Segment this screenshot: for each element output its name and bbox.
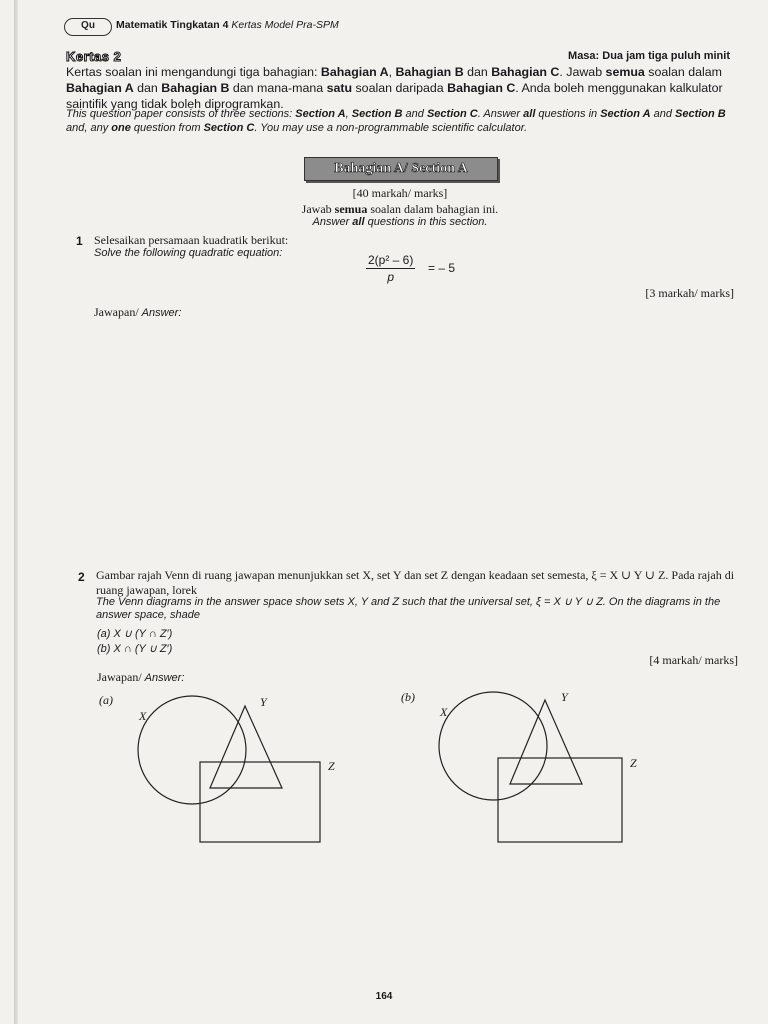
text: Answer bbox=[312, 216, 353, 228]
diagram-label: (b) bbox=[401, 690, 415, 704]
text: questions in this section. bbox=[364, 216, 488, 228]
text: . You may use a non-programmable scientific calculator. bbox=[254, 122, 528, 134]
set-label-z: Z bbox=[630, 756, 637, 770]
logo-text: Qu bbox=[81, 20, 95, 31]
question-text-malay: Gambar rajah Venn di ruang jawapan menunjukkan set X, set Y dan set Z dengan keadaan set semesta, ξ = X ∪ Y ∪ Z. Pada rajah di ruang jawapan, lorek bbox=[96, 568, 735, 597]
venn-diagram-a bbox=[130, 692, 350, 862]
running-header bbox=[116, 19, 339, 31]
text-bold: all bbox=[352, 216, 365, 228]
text-bold: Bahagian B bbox=[161, 81, 230, 95]
set-label-z: Z bbox=[328, 759, 335, 773]
section-banner bbox=[304, 157, 498, 181]
equation-rhs: = – 5 bbox=[428, 261, 456, 275]
set-z-rectangle bbox=[498, 758, 622, 842]
question-number: 1 bbox=[76, 234, 83, 248]
publisher-logo bbox=[64, 18, 112, 36]
text: questions in bbox=[535, 108, 601, 120]
set-label-x: X bbox=[440, 705, 448, 719]
text: Jawapan/ bbox=[97, 670, 145, 684]
equation-denominator: p bbox=[387, 270, 395, 284]
text: . Anda boleh menggunakan kalkulator saintifik yang tidak boleh diprogramkan. bbox=[66, 81, 723, 111]
header-title-italic: Kertas Model Pra-SPM bbox=[231, 19, 339, 31]
section-banner-text: Bahagian A/ Section A bbox=[334, 161, 468, 176]
text: dan mana-mana bbox=[229, 81, 327, 95]
diagram-label: (a) bbox=[99, 693, 113, 707]
text-bold: Bahagian C bbox=[447, 81, 516, 95]
set-z-rectangle bbox=[200, 762, 320, 842]
text-italic: Answer: bbox=[141, 307, 182, 319]
text-bold: Section A bbox=[600, 108, 651, 120]
equation-fraction bbox=[366, 253, 415, 284]
page-number: 164 bbox=[375, 991, 393, 1002]
text: , bbox=[388, 65, 396, 79]
time-allowed: Masa: Dua jam tiga puluh minit bbox=[568, 50, 730, 62]
answer-label bbox=[97, 670, 184, 685]
text: question from bbox=[130, 122, 204, 134]
section-marks: [40 markah/ marks] bbox=[352, 186, 448, 200]
text: soalan dalam bbox=[644, 65, 722, 79]
text: and, any bbox=[66, 122, 112, 134]
text: . Jawab bbox=[559, 65, 606, 79]
text-bold: semua bbox=[605, 65, 645, 79]
section-instruction-malay bbox=[230, 202, 570, 217]
text: This question paper consists of three sections: bbox=[66, 108, 296, 120]
text-bold: semua bbox=[334, 202, 368, 216]
text: soalan daripada bbox=[352, 81, 448, 95]
set-label-y: Y bbox=[561, 690, 568, 704]
text-bold: Section C bbox=[203, 122, 255, 134]
question-text-malay: Selesaikan persamaan kuadratik berikut: bbox=[94, 233, 289, 247]
text-bold: satu bbox=[326, 81, 353, 95]
text-bold: Bahagian A bbox=[320, 65, 389, 79]
text: and bbox=[650, 108, 675, 120]
text-bold: Section A bbox=[295, 108, 346, 120]
question-marks: [4 markah/ marks] bbox=[649, 653, 738, 667]
question-part-a: (a) X ∪ (Y ∩ Z′) bbox=[97, 628, 173, 640]
equation-numerator: 2(p² – 6) bbox=[368, 253, 414, 267]
text-bold: one bbox=[111, 122, 131, 134]
text: soalan dalam bahagian ini. bbox=[367, 202, 499, 216]
venn-diagram-b bbox=[430, 688, 650, 858]
paper-label: Kertas 2 bbox=[66, 49, 122, 64]
text-bold: Section C bbox=[426, 108, 478, 120]
text: dan bbox=[133, 81, 162, 95]
text-bold: Bahagian A bbox=[66, 81, 134, 95]
instructions-malay bbox=[66, 64, 738, 112]
text: Kertas soalan ini mengandungi tiga bahagian: bbox=[66, 65, 321, 79]
question-text-english: Solve the following quadratic equation: bbox=[94, 247, 283, 259]
text-italic: Answer: bbox=[144, 672, 185, 684]
text-bold: Bahagian B bbox=[395, 65, 464, 79]
section-instruction-english bbox=[230, 216, 570, 228]
answer-label bbox=[94, 305, 181, 320]
set-label-x: X bbox=[139, 709, 147, 723]
text: , bbox=[345, 108, 352, 120]
binder-edge bbox=[14, 0, 18, 1024]
set-label-y: Y bbox=[260, 695, 267, 709]
text: Jawapan/ bbox=[94, 305, 142, 319]
text: and bbox=[402, 108, 427, 120]
text-bold: Bahagian C bbox=[491, 65, 560, 79]
set-y-triangle bbox=[510, 700, 582, 784]
text: . Answer bbox=[477, 108, 524, 120]
text-bold: all bbox=[523, 108, 536, 120]
question-marks: [3 markah/ marks] bbox=[645, 286, 734, 300]
question-part-b: (b) X ∩ (Y ∪ Z′) bbox=[97, 643, 173, 655]
text: dan bbox=[463, 65, 492, 79]
question-number: 2 bbox=[78, 570, 85, 584]
text-bold: Section B bbox=[351, 108, 403, 120]
question-text-english: The Venn diagrams in the answer space show sets X, Y and Z such that the universal set, ξ = X ∪ Y ∪ Z. On the diagrams in the answer space, shade bbox=[96, 596, 721, 621]
text: Jawab bbox=[301, 202, 335, 216]
instructions-english bbox=[66, 107, 738, 135]
text-bold: Section B bbox=[675, 108, 726, 120]
header-title-bold: Matematik Tingkatan 4 bbox=[116, 19, 229, 31]
